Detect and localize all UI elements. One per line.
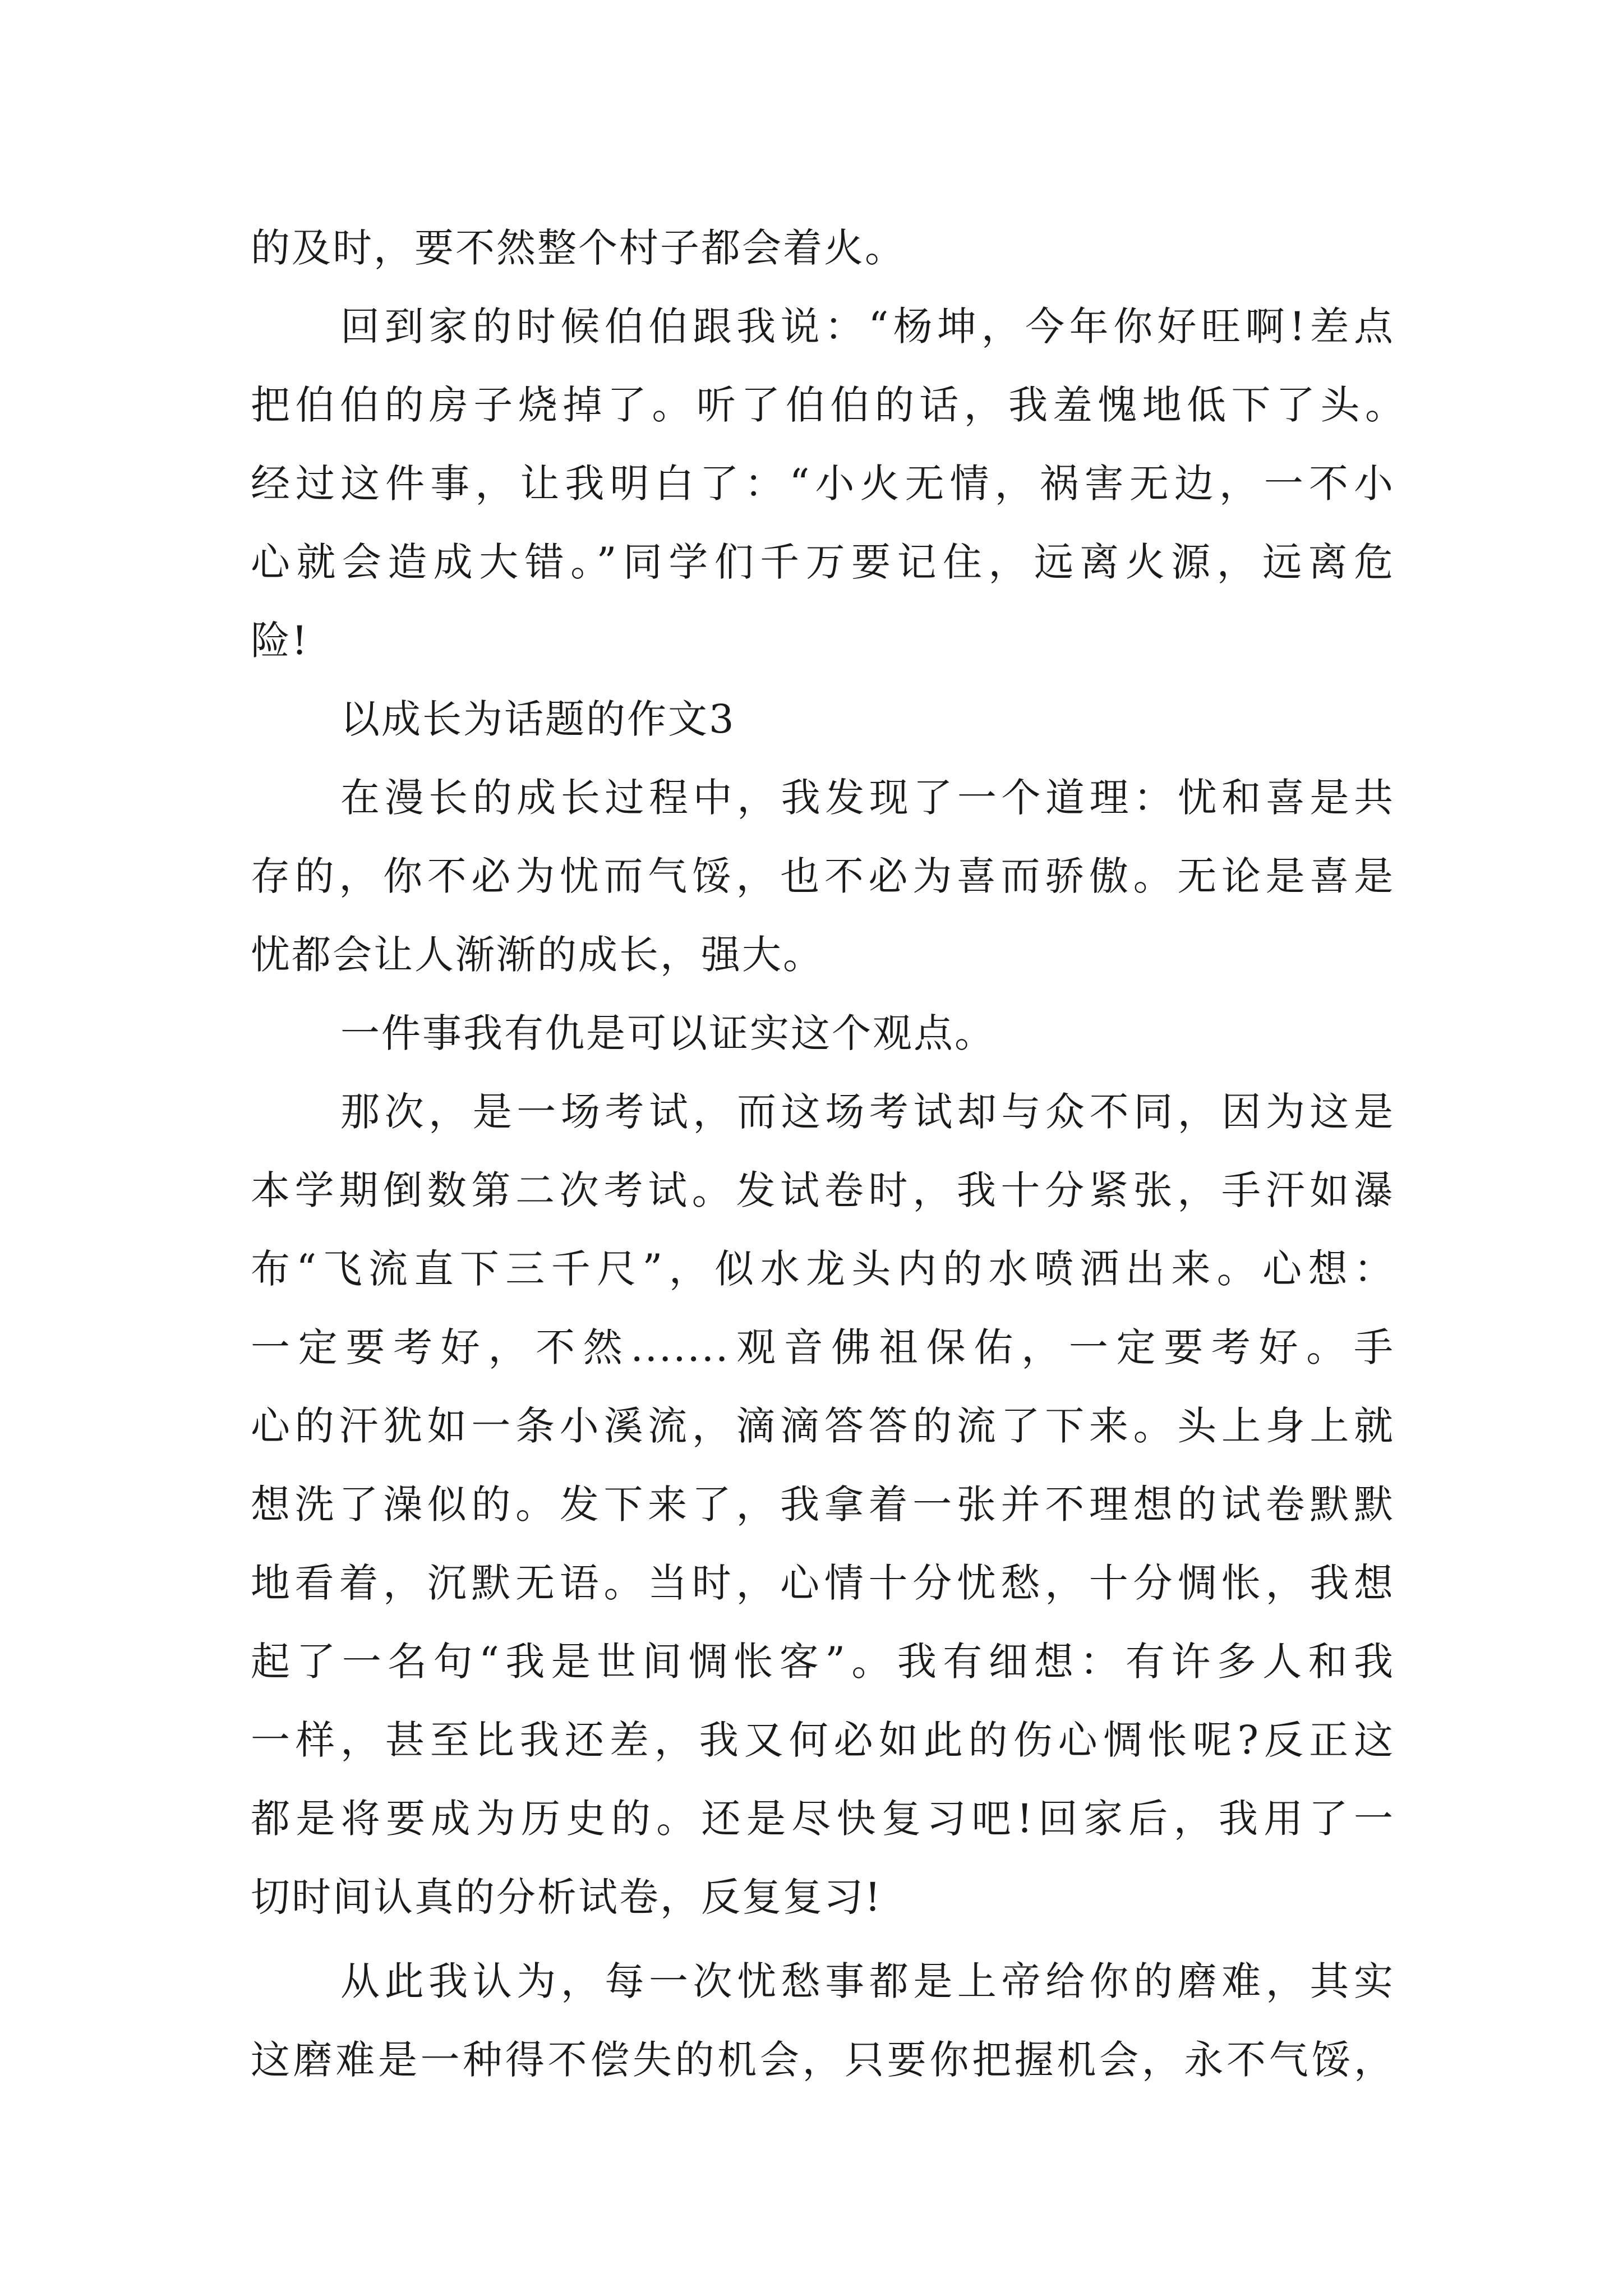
paragraph-start-line: 从此我认为，每一次忧愁事都是上帝给你的磨难，其实 <box>340 1958 1395 2004</box>
text-line: 布“飞流直下三千尺”，似水龙头内的水喷洒出来。心想： <box>251 1246 1395 1292</box>
text-line: 都是将要成为历史的。还是尽快复习吧!回家后，我用了一 <box>251 1796 1395 1842</box>
text-line: 险! <box>251 618 310 664</box>
text-line: 这磨难是一种得不偿失的机会，只要你把握机会，永不气馁， <box>251 2037 1395 2083</box>
text-line: 的及时，要不然整个村子都会着火。 <box>251 225 906 271</box>
text-line: 忧都会让人渐渐的成长，强大。 <box>251 932 824 978</box>
paragraph-start-line: 在漫长的成长过程中，我发现了一个道理：忧和喜是共 <box>340 775 1395 821</box>
text-line: 想洗了澡似的。发下来了，我拿着一张并不理想的试卷默默 <box>251 1481 1395 1527</box>
text-line: 存的，你不必为忧而气馁，也不必为喜而骄傲。无论是喜是 <box>251 853 1395 899</box>
text-line: 把伯伯的房子烧掉了。听了伯伯的话，我羞愧地低下了头。 <box>251 382 1406 428</box>
text-line: 切时间认真的分析试卷，反复复习! <box>251 1874 883 1920</box>
paragraph-start-line: 那次，是一场考试，而这场考试却与众不同，因为这是 <box>340 1089 1395 1135</box>
essay-heading: 以成长为话题的作文3 <box>340 696 736 742</box>
text-line: 一定要考好，不然.......观音佛祖保佑，一定要考好。手 <box>251 1324 1395 1370</box>
text-line: 一样，甚至比我还差，我又何必如此的伤心惆怅呢?反正这 <box>251 1717 1395 1763</box>
text-line: 心就会造成大错。”同学们千万要记住，远离火源，远离危 <box>251 539 1395 585</box>
text-line: 心的汗犹如一条小溪流，滴滴答答的流了下来。头上身上就 <box>251 1403 1395 1449</box>
text-line: 经过这件事，让我明白了：“小火无情，祸害无边，一不小 <box>251 461 1395 507</box>
text-line: 本学期倒数第二次考试。发试卷时，我十分紧张，手汗如瀑 <box>251 1167 1395 1213</box>
text-line: 地看着，沉默无语。当时，心情十分忧愁，十分惆怅，我想 <box>251 1560 1395 1606</box>
text-line: 起了一名句“我是世间惆怅客”。我有细想：有许多人和我 <box>251 1639 1395 1685</box>
paragraph-start-line: 一件事我有仇是可以证实这个观点。 <box>340 1010 995 1056</box>
paragraph-start-line: 回到家的时候伯伯跟我说：“杨坤，今年你好旺啊!差点 <box>340 303 1395 349</box>
